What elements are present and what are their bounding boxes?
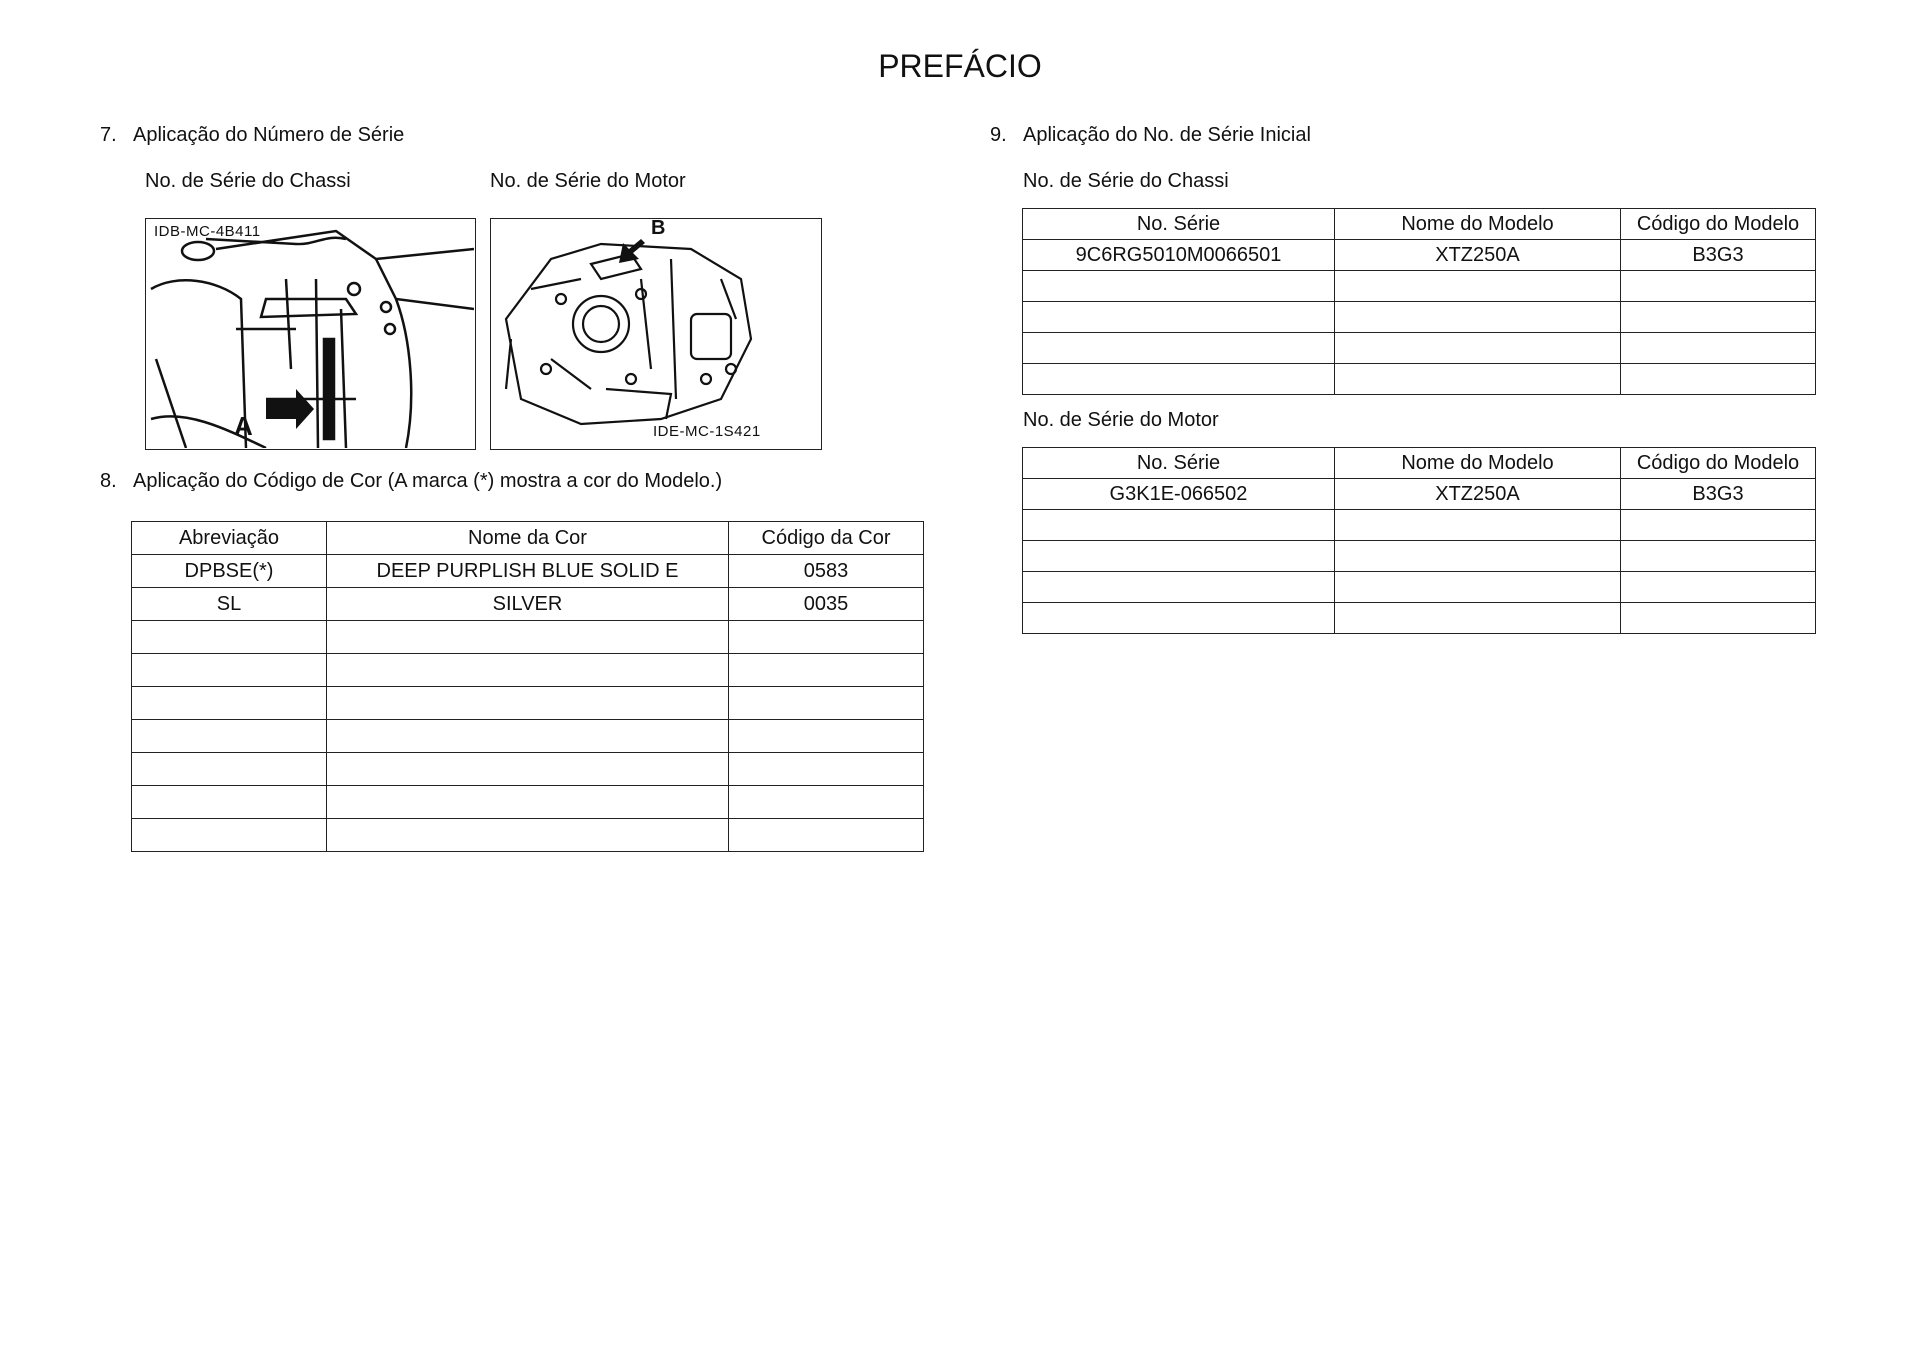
section-9-heading <box>990 124 1311 147</box>
cell-serial-no <box>1023 333 1335 364</box>
table-row <box>1023 603 1816 634</box>
column-header-model-code: Código do Modelo <box>1621 448 1816 479</box>
cell-color-name <box>327 753 729 786</box>
cell-color-code <box>729 819 924 852</box>
cell-abbreviation <box>132 654 327 687</box>
cell-color-code <box>729 720 924 753</box>
column-header-abbreviation: Abreviação <box>132 522 327 555</box>
table-row <box>1023 364 1816 395</box>
cell-color-name <box>327 621 729 654</box>
arrow-a-icon <box>266 389 314 429</box>
column-header-model-name: Nome do Modelo <box>1335 448 1621 479</box>
cell-model-name <box>1335 510 1621 541</box>
table-header-row <box>132 522 924 555</box>
cell-color-name <box>327 654 729 687</box>
cell-model-code: B3G3 <box>1621 240 1816 271</box>
cell-model-code <box>1621 603 1816 634</box>
column-header-color-name: Nome da Cor <box>327 522 729 555</box>
table-row <box>132 720 924 753</box>
table-row <box>1023 572 1816 603</box>
table-row <box>1023 271 1816 302</box>
cell-color-name: SILVER <box>327 588 729 621</box>
cell-serial-no <box>1023 572 1335 603</box>
engine-marker-label: B <box>651 218 666 239</box>
column-header-model-name: Nome do Modelo <box>1335 209 1621 240</box>
cell-model-code <box>1621 302 1816 333</box>
cell-serial-no <box>1023 271 1335 302</box>
cell-model-name <box>1335 603 1621 634</box>
section-9-title: Aplicação do No. de Série Inicial <box>1023 124 1311 146</box>
initial-engine-serial-caption: No. de Série do Motor <box>1023 409 1219 431</box>
cell-model-name <box>1335 302 1621 333</box>
section-7-title: Aplicação do Número de Série <box>133 124 405 146</box>
table-header-row <box>1023 209 1816 240</box>
cell-serial-no <box>1023 302 1335 333</box>
cell-color-name <box>327 720 729 753</box>
cell-serial-no <box>1023 603 1335 634</box>
chassis-illustration <box>146 219 474 448</box>
engine-illustration <box>491 219 820 448</box>
cell-abbreviation <box>132 720 327 753</box>
cell-model-code <box>1621 271 1816 302</box>
arrow-b-icon <box>619 239 645 263</box>
chassis-figure-code: IDB-MC-4B411 <box>154 223 261 240</box>
cell-abbreviation <box>132 687 327 720</box>
cell-color-name <box>327 819 729 852</box>
table-row <box>1023 479 1816 510</box>
cell-model-code <box>1621 510 1816 541</box>
cell-abbreviation: SL <box>132 588 327 621</box>
initial-chassis-serial-table <box>1022 208 1816 395</box>
cell-serial-no <box>1023 510 1335 541</box>
column-header-model-code: Código do Modelo <box>1621 209 1816 240</box>
table-header-row <box>1023 448 1816 479</box>
cell-serial-no <box>1023 364 1335 395</box>
cell-model-name <box>1335 271 1621 302</box>
table-row <box>132 687 924 720</box>
cell-color-code <box>729 753 924 786</box>
cell-color-name <box>327 786 729 819</box>
column-header-serial-no: No. Série <box>1023 448 1335 479</box>
section-9-number: 9. <box>990 124 1007 146</box>
cell-model-code <box>1621 572 1816 603</box>
cell-color-code <box>729 654 924 687</box>
cell-color-code <box>729 621 924 654</box>
table-row <box>1023 240 1816 271</box>
cell-color-code <box>729 786 924 819</box>
engine-serial-caption: No. de Série do Motor <box>490 170 686 192</box>
cell-color-code: 0583 <box>729 555 924 588</box>
cell-model-name <box>1335 572 1621 603</box>
page-title: PREFÁCIO <box>878 48 1042 84</box>
cell-abbreviation <box>132 786 327 819</box>
column-header-serial-no: No. Série <box>1023 209 1335 240</box>
table-row <box>1023 541 1816 572</box>
cell-abbreviation <box>132 819 327 852</box>
engine-figure-code: IDE-MC-1S421 <box>653 423 761 440</box>
cell-color-name <box>327 687 729 720</box>
color-code-table <box>131 521 924 852</box>
table-row <box>132 654 924 687</box>
cell-model-name: XTZ250A <box>1335 479 1621 510</box>
column-header-color-code: Código da Cor <box>729 522 924 555</box>
engine-serial-figure <box>490 218 822 450</box>
section-8-heading <box>100 470 722 493</box>
cell-color-code: 0035 <box>729 588 924 621</box>
initial-chassis-serial-caption: No. de Série do Chassi <box>1023 170 1229 192</box>
cell-color-code <box>729 687 924 720</box>
chassis-marker-label: A <box>234 411 253 441</box>
section-8-title: Aplicação do Código de Cor (A marca (*) mostra a cor do Modelo.) <box>133 470 723 492</box>
cell-model-name <box>1335 364 1621 395</box>
table-row <box>132 621 924 654</box>
section-7-heading <box>100 124 404 147</box>
cell-serial-no <box>1023 541 1335 572</box>
cell-model-code <box>1621 333 1816 364</box>
table-row <box>1023 333 1816 364</box>
initial-engine-serial-table <box>1022 447 1816 634</box>
cell-abbreviation: DPBSE(*) <box>132 555 327 588</box>
cell-model-code <box>1621 541 1816 572</box>
table-row <box>132 588 924 621</box>
table-row <box>132 555 924 588</box>
cell-model-name <box>1335 541 1621 572</box>
cell-model-code: B3G3 <box>1621 479 1816 510</box>
chassis-serial-figure <box>145 218 476 450</box>
section-8-number: 8. <box>100 470 117 492</box>
cell-model-code <box>1621 364 1816 395</box>
cell-serial-no: G3K1E-066502 <box>1023 479 1335 510</box>
table-row <box>1023 510 1816 541</box>
cell-abbreviation <box>132 621 327 654</box>
cell-color-name: DEEP PURPLISH BLUE SOLID E <box>327 555 729 588</box>
cell-model-name: XTZ250A <box>1335 240 1621 271</box>
cell-model-name <box>1335 333 1621 364</box>
table-row <box>132 786 924 819</box>
section-7-number: 7. <box>100 124 117 146</box>
table-row <box>132 753 924 786</box>
cell-abbreviation <box>132 753 327 786</box>
table-row <box>132 819 924 852</box>
chassis-serial-caption: No. de Série do Chassi <box>145 170 351 192</box>
table-row <box>1023 302 1816 333</box>
cell-serial-no: 9C6RG5010M0066501 <box>1023 240 1335 271</box>
